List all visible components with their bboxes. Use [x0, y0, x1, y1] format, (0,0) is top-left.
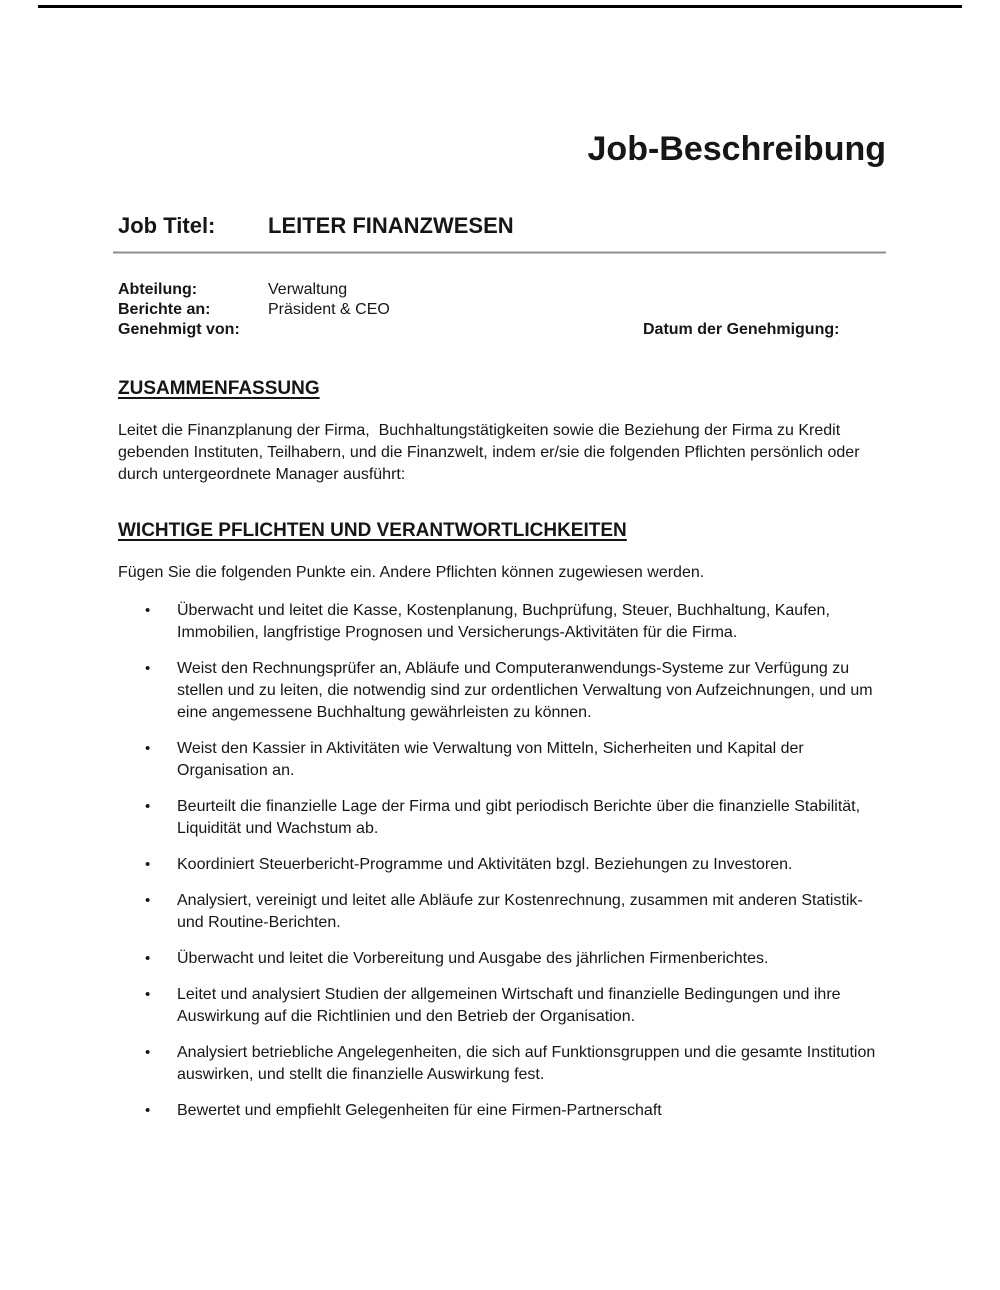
bullet-icon: • [145, 798, 151, 815]
duty-item [118, 1100, 888, 1122]
department-label: Abteilung: [118, 281, 198, 298]
duty-item [118, 854, 888, 876]
bullet-icon: • [145, 1102, 151, 1119]
duty-text: Analysiert, vereinigt und leitet alle Abläufe zur Kostenrechnung, zusammen mit anderen Statistik- und Routine-Berichten. [177, 892, 863, 931]
duty-text: Analysiert betriebliche Angelegenheiten, die sich auf Funktionsgruppen und die gesamte Institution auswirken, und stellt die finanzielle Auswirkung fest. [177, 1044, 876, 1083]
duties-heading: WICHTIGE PFLICHTEN UND VERANTWORTLICHKEITEN [118, 520, 627, 541]
duties-list [118, 600, 888, 1136]
duty-text: Leitet und analysiert Studien der allgemeinen Wirtschaft und finanzielle Bedingungen und ihre Auswirkung auf die Richtlinien und den Betrieb der Organisation. [177, 986, 841, 1025]
duty-item [118, 796, 888, 840]
duty-text: Weist den Kassier in Aktivitäten wie Verwaltung von Mitteln, Sicherheiten und Kapital der Organisation an. [177, 740, 804, 779]
bullet-icon: • [145, 740, 151, 757]
duty-text: Beurteilt die finanzielle Lage der Firma und gibt periodisch Berichte über die finanzielle Stabilität, Liquidität und Wachstum ab. [177, 798, 861, 837]
summary-paragraph: Leitet die Finanzplanung der Firma, Buchhaltungstätigkeiten sowie die Beziehung der Firma zu Kredit gebenden Instituten, Teilhabern, und die Finanzwelt, indem er/sie die folgenden Pflichten persönlich oder durch untergeordnete Manager ausführt: [118, 422, 864, 483]
bullet-icon: • [145, 1044, 151, 1061]
job-title-row [118, 213, 886, 239]
job-title-divider [113, 251, 886, 254]
job-title-label: Job Titel: [118, 213, 216, 238]
duty-text: Koordiniert Steuerbericht-Programme und Aktivitäten bzgl. Beziehungen zu Investoren. [177, 856, 793, 873]
duty-text: Überwacht und leitet die Vorbereitung und Ausgabe des jährlichen Firmenberichtes. [177, 950, 769, 967]
bullet-icon: • [145, 660, 151, 677]
bullet-icon: • [145, 892, 151, 909]
approved-by-label: Genehmigt von: [118, 321, 240, 338]
summary-heading: ZUSAMMENFASSUNG [118, 378, 320, 399]
info-row-department [118, 280, 886, 300]
duty-item [118, 984, 888, 1028]
duty-item [118, 1042, 888, 1086]
duty-item [118, 600, 888, 644]
approval-date-label: Datum der Genehmigung: [643, 321, 840, 338]
reports-to-value: Präsident & CEO [268, 301, 390, 318]
top-border-rule [38, 5, 962, 8]
duty-text: Weist den Rechnungsprüfer an, Abläufe und Computeranwendungs-Systeme zur Verfügung zu stellen und zu leiten, die notwendig sind zur ordentlichen Verwaltung von Aufzeichnungen, und um eine angemessene Buchhaltung gewährleisten zu können. [177, 660, 873, 721]
duty-item [118, 658, 888, 724]
duty-text: Überwacht und leitet die Kasse, Kostenplanung, Buchprüfung, Steuer, Buchhaltung, Kaufen, Immobilien, langfristige Prognosen und Versicherungs-Aktivitäten für die Firma. [177, 602, 830, 641]
reports-to-label: Berichte an: [118, 301, 211, 318]
document-title: Job-Beschreibung [587, 130, 886, 168]
bullet-icon: • [145, 856, 151, 873]
duty-item [118, 948, 888, 970]
bullet-icon: • [145, 602, 151, 619]
duty-item [118, 890, 888, 934]
bullet-icon: • [145, 986, 151, 1003]
duty-text: Bewertet und empfiehlt Gelegenheiten für eine Firmen-Partnerschaft [177, 1102, 662, 1119]
info-block [118, 280, 886, 340]
department-value: Verwaltung [268, 281, 348, 298]
duties-intro: Fügen Sie die folgenden Punkte ein. Andere Pflichten können zugewiesen werden. [118, 564, 705, 581]
job-title-value: LEITER FINANZWESEN [268, 213, 514, 238]
info-row-reports-to [118, 300, 886, 320]
bullet-icon: • [145, 950, 151, 967]
duty-item [118, 738, 888, 782]
